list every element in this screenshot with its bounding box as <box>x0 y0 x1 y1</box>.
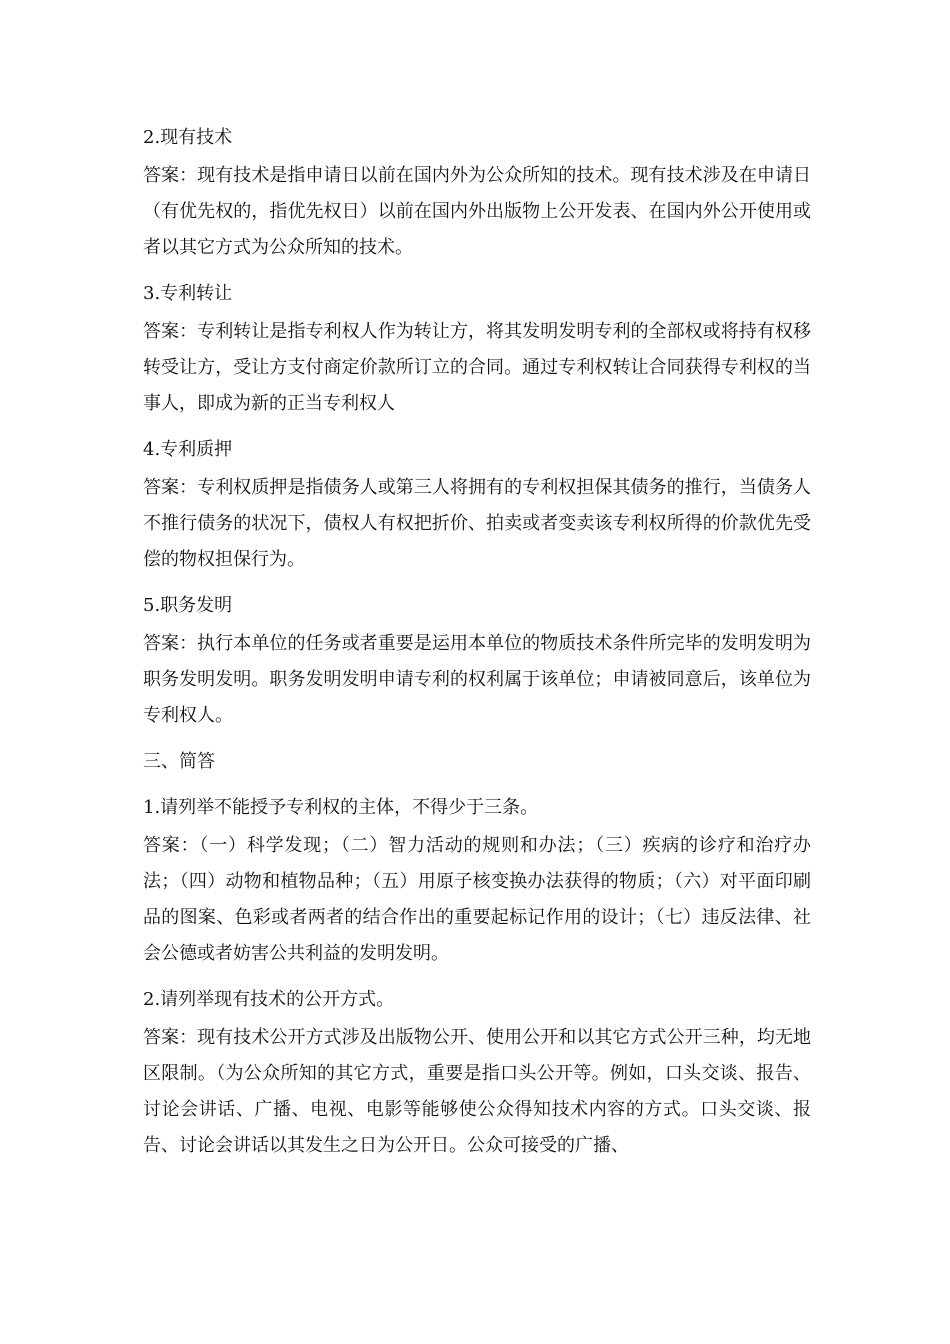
term-heading: 2.现有技术 <box>143 127 233 148</box>
term-heading: 5.职务发明 <box>143 595 233 616</box>
question-answer: 答案：现有技术公开方式涉及出版物公开、使用公开和以其它方式公开三种，均无地区限制。（为公众所知的其它方式，重要是指口头公开等。例如，口头交谈、报告、讨论会讲话、广播、电视、电影等能够使公众得知技术内容的方式。口头交谈、报告、讨论会讲话以其发生之日为公开日。公众可接受的广播、 <box>143 1027 811 1156</box>
term-section-patent-transfer <box>143 280 811 422</box>
document-page <box>143 124 811 1178</box>
question-heading: 2.请列举现有技术的公开方式。 <box>143 989 395 1010</box>
term-answer: 答案：执行本单位的任务或者重要是运用本单位的物质技术条件所完毕的发明发明为职务发明发明。职务发明发明申请专利的权利属于该单位；申请被同意后，该单位为专利权人。 <box>143 633 811 726</box>
question-section-disclosure-methods <box>143 986 811 1164</box>
term-answer: 答案：专利权质押是指债务人或第三人将拥有的专利权担保其债务的推行，当债务人不推行债务的状况下，债权人有权把折价、拍卖或者变卖该专利权所得的价款优先受偿的物权担保行为。 <box>143 477 811 570</box>
term-answer: 答案：专利转让是指专利权人作为转让方，将其发明发明专利的全部权或将持有权移转受让方，受让方支付商定价款所订立的合同。通过专利权转让合同获得专利权的当事人，即成为新的正当专利权人 <box>143 321 811 414</box>
term-section-prior-art <box>143 124 811 266</box>
question-answer: 答案：（一）科学发现；（二）智力活动的规则和办法；（三）疾病的诊疗和治疗办法；（四）动物和植物品种；（五）用原子核变换办法获得的物质；（六）对平面印刷品的图案、色彩或者两者的结合作出的重要起标记作用的设计；（七）违反法律、社会公德或者妨害公共利益的发明发明。 <box>143 835 811 964</box>
term-heading: 4.专利质押 <box>143 439 233 460</box>
term-heading: 3.专利转让 <box>143 283 233 304</box>
term-answer: 答案：现有技术是指申请日以前在国内外为公众所知的技术。现有技术涉及在申请日（有优先权的，指优先权日）以前在国内外出版物上公开发表、在国内外公开使用或者以其它方式为公众所知的技术。 <box>143 165 811 258</box>
term-section-service-invention <box>143 592 811 734</box>
question-section-non-patentable <box>143 794 811 972</box>
part-title-short-answer: 三、简答 <box>143 751 215 772</box>
term-section-patent-pledge <box>143 436 811 578</box>
question-heading: 1.请列举不能授予专利权的主体，不得少于三条。 <box>143 797 539 818</box>
